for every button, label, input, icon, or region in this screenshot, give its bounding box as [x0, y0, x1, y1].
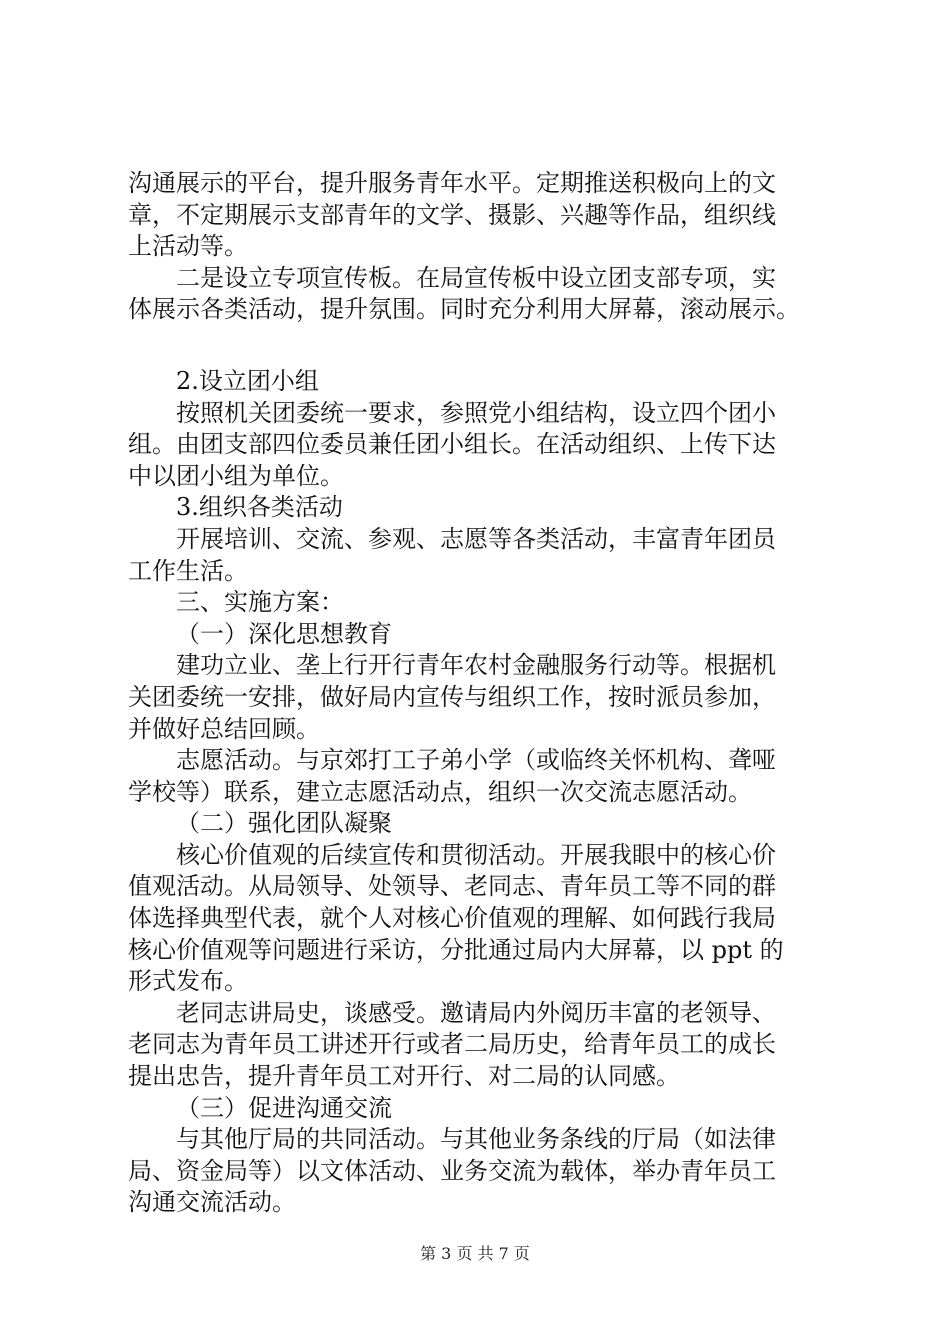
text-line: 核心价值观等问题进行采访，分批通过局内大屏幕，以 ppt 的: [128, 935, 784, 964]
text-line: 2.设立团小组: [176, 366, 319, 395]
text-line: 沟通交流活动。: [128, 1188, 296, 1217]
text-line: 局、资金局等）以文体活动、业务交流为载体，举办青年员工: [128, 1156, 776, 1185]
text-line: （三）促进沟通交流: [176, 1093, 392, 1122]
text-line: 体展示各类活动，提升氛围。同时充分利用大屏幕，滚动展示。: [128, 295, 800, 324]
text-line: 上活动等。: [128, 232, 248, 261]
text-line: 核心价值观的后续宣传和贯彻活动。开展我眼中的核心价: [176, 840, 776, 869]
text-line: 二是设立专项宣传板。在局宣传板中设立团支部专项，实: [176, 263, 776, 292]
text-line: 建功立业、垄上行开行青年农村金融服务行动等。根据机: [176, 651, 776, 680]
text-line: 体选择典型代表，就个人对核心价值观的理解、如何践行我局: [128, 904, 776, 933]
text-line: 三、实施方案：: [176, 588, 344, 617]
document-body: [128, 168, 844, 1219]
paragraph-gap: [128, 326, 844, 366]
text-line: 形式发布。: [128, 967, 248, 996]
text-line: 并做好总结回顾。: [128, 714, 320, 743]
text-line: （一）深化思想教育: [176, 619, 392, 648]
text-line: 与其他厅局的共同活动。与其他业务条线的厅局（如法律: [176, 1125, 776, 1154]
text-line: （二）强化团队凝聚: [176, 809, 392, 838]
text-line: 提出忠告，提升青年员工对开行、对二局的认同感。: [128, 1062, 680, 1091]
text-line: 志愿活动。与京郊打工子弟小学（或临终关怀机构、聋哑: [176, 746, 776, 775]
text-line: 中以团小组为单位。: [128, 461, 344, 490]
text-line: 工作生活。: [128, 556, 248, 585]
text-line: 章，不定期展示支部青年的文学、摄影、兴趣等作品，组织线: [128, 200, 776, 229]
text-line: 开展培训、交流、参观、志愿等各类活动，丰富青年团员: [176, 524, 776, 553]
text-line: 按照机关团委统一要求，参照党小组结构，设立四个团小: [176, 398, 776, 427]
text-line: 沟通展示的平台，提升服务青年水平。定期推送积极向上的文: [128, 169, 776, 197]
text-line: 值观活动。从局领导、处领导、老同志、青年员工等不同的群: [128, 872, 776, 901]
text-line: 3.组织各类活动: [176, 493, 343, 522]
text-line: 关团委统一安排，做好局内宣传与组织工作，按时派员参加，: [128, 682, 776, 711]
text-line: 老同志为青年员工讲述开行或者二局历史，给青年员工的成长: [128, 1030, 776, 1059]
text-line: 学校等）联系，建立志愿活动点，组织一次交流志愿活动。: [128, 777, 752, 806]
page-footer: 第 3 页 共 7 页: [420, 1244, 530, 1263]
text-line: 组。由团支部四位委员兼任团小组长。在活动组织、上传下达: [128, 430, 776, 459]
text-line: 老同志讲局史，谈感受。邀请局内外阅历丰富的老领导、: [176, 998, 776, 1027]
